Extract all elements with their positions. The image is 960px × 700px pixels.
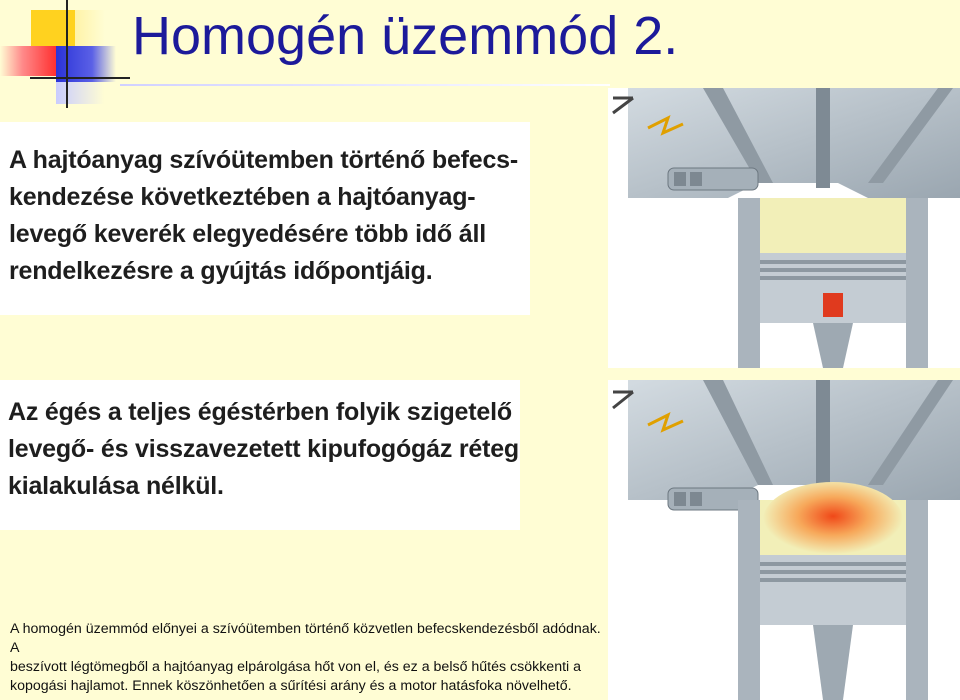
text-line: levegő keverék elegyedésére több idő áll <box>9 220 486 248</box>
body-paragraph <box>10 620 610 696</box>
text-line: kendezése következtében a hajtóanyag- <box>9 183 476 211</box>
paragraph-line: beszívott légtömegből a hajtóanyag elpárolgása hőt von el, és ez a belső hűtés csökkenti a <box>10 659 582 675</box>
logo-vertical-line <box>66 0 68 108</box>
engine-illustration-combustion <box>608 380 960 700</box>
paragraph-line: A homogén üzemmód előnyei a szívóütemben történő közvetlen befecskendezésből adódnak. A <box>10 621 601 656</box>
text-line: levegő- és visszavezetett kipufogógáz réteg <box>8 435 520 463</box>
engine-illustration-intake <box>608 88 960 368</box>
text-line: Az égés a teljes égéstérben folyik szigetelő <box>8 398 512 426</box>
logo-red-square <box>0 46 56 76</box>
text-line: A hajtóanyag szívóütemben történő befecs- <box>9 146 519 174</box>
title-underline <box>120 84 610 86</box>
engine-cutaway-image <box>608 88 960 368</box>
logo-horizontal-line <box>30 77 130 79</box>
logo-lightblue-square <box>56 82 104 104</box>
text-line: rendelkezésre a gyújtás időpontjáig. <box>9 257 433 285</box>
text-box-injection <box>0 122 530 315</box>
logo-light-square <box>75 10 105 46</box>
engine-cutaway-image <box>608 380 960 700</box>
paragraph-line: kopogási hajlamot. Ennek köszönhetően a sűrítési arány és a motor hatásfoka növelhető. <box>10 678 572 694</box>
logo-squares <box>0 0 130 110</box>
text-line: kialakulása nélkül. <box>8 472 224 500</box>
slide-title: Homogén üzemmód 2. <box>132 6 679 66</box>
text-box-combustion <box>0 380 520 530</box>
